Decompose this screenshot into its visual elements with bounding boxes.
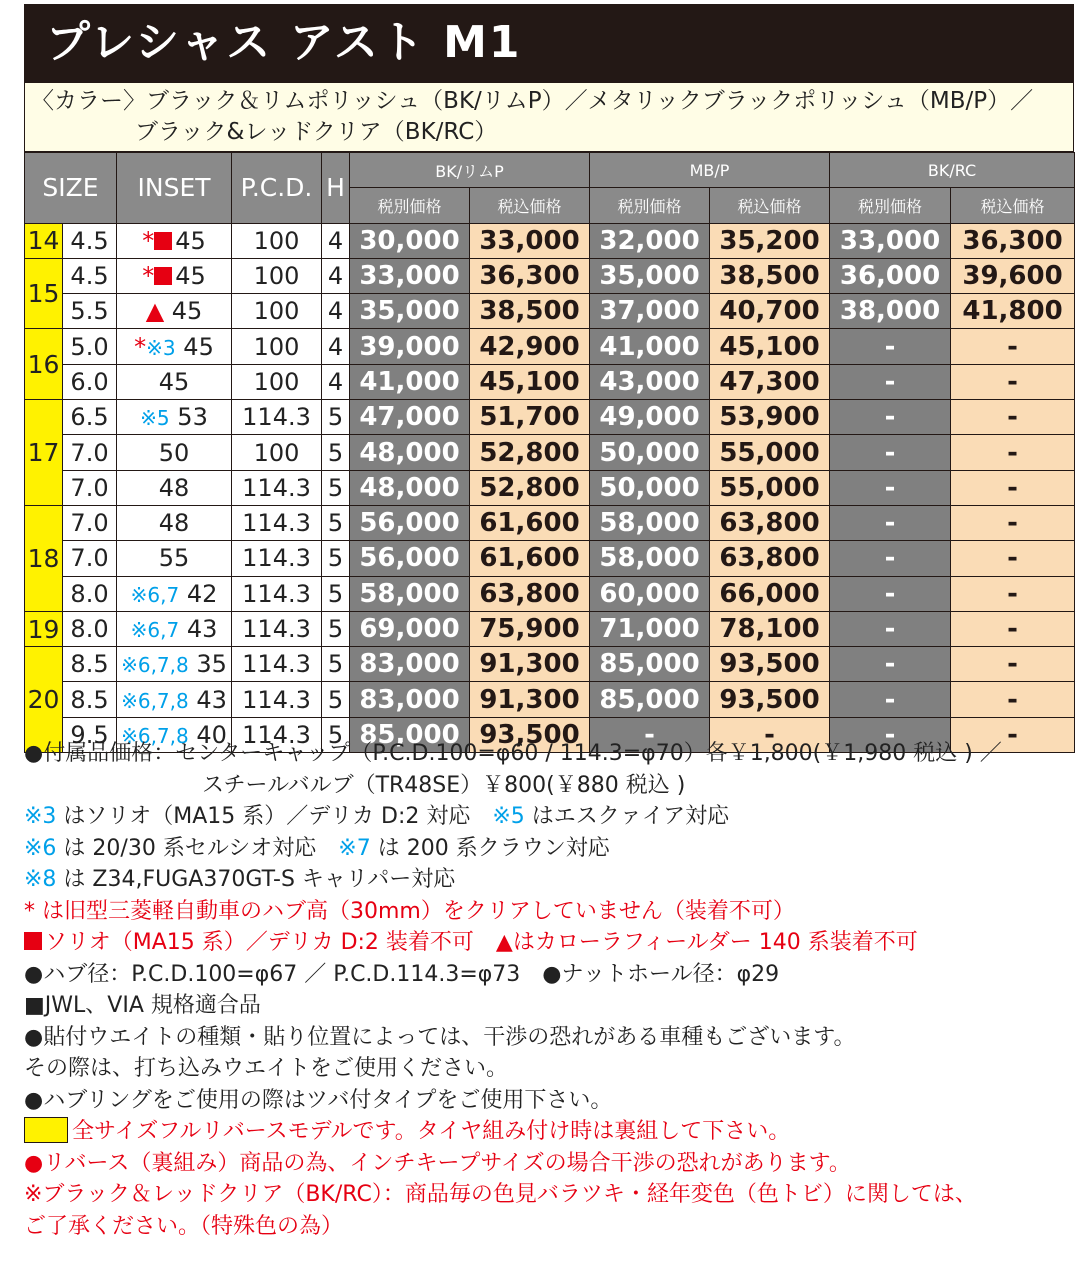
price-ex-tax: -: [830, 470, 951, 505]
price-inc-tax: 52,800: [470, 470, 590, 505]
price-inc-tax: 93,500: [470, 717, 590, 752]
price-inc-tax: 63,800: [710, 505, 830, 540]
note-accessory: ●付属品価格：センターキャップ（P.C.D.100=φ60 / 114.3=φ70）各￥1,800(￥1,980 税込 ) ／: [24, 741, 1002, 766]
hole-count: 5: [322, 541, 350, 576]
hole-count: 5: [322, 717, 350, 752]
note-8: [24, 864, 1074, 896]
price-ex-tax: -: [830, 435, 951, 470]
rim-width: 7.0: [63, 541, 117, 576]
note-mark: ※8: [24, 867, 57, 892]
inset-cell: [117, 611, 232, 646]
price-inc-tax: 45,100: [710, 329, 830, 364]
price-ex-tax: -: [830, 611, 951, 646]
rim-width: 8.0: [63, 576, 117, 611]
price-ex-tax: -: [830, 400, 951, 435]
price-inc-tax: 33,000: [470, 223, 590, 258]
price-inc-tax: 45,100: [470, 364, 590, 399]
table-row: [25, 329, 1075, 364]
table-row: [25, 576, 1075, 611]
table-row: [25, 364, 1075, 399]
price-ex-tax: 43,000: [590, 364, 710, 399]
price-ex-tax: 49,000: [590, 400, 710, 435]
note-text: は 20/30 系セルシオ対応: [56, 835, 339, 861]
note-6-7: [24, 833, 1074, 865]
price-ex-tax: 50,000: [590, 435, 710, 470]
rim-size: 17: [25, 400, 63, 506]
price-ex-tax: -: [830, 717, 951, 752]
price-inc-tax: 53,900: [710, 400, 830, 435]
note-text: ソリオ（MA15 系）／デリカ D:2 装着不可: [45, 930, 496, 955]
price-ex-tax: 47,000: [350, 400, 470, 435]
note-hubring: ●ハブリングをご使用の際はツバ付タイプをご使用下さい。: [24, 1087, 613, 1113]
hole-count: 4: [322, 258, 350, 293]
price-ex-tax: 85,000: [350, 717, 470, 752]
table-row: [25, 435, 1075, 470]
price-ex-tax: 60,000: [590, 576, 710, 611]
inset-cell: [117, 576, 232, 611]
inset-cell: [117, 294, 232, 329]
col-inset: INSET: [117, 153, 232, 224]
inset-value: 48: [158, 509, 190, 538]
inset-cell: [117, 505, 232, 540]
table-row: [25, 505, 1075, 540]
price-inc-tax: 61,600: [470, 541, 590, 576]
hole-count: 4: [322, 223, 350, 258]
note-jwl: ■JWL、VIA 規格適合品: [24, 993, 261, 1018]
pcd-value: 114.3: [232, 541, 322, 576]
price-inc-tax: -: [951, 400, 1075, 435]
red-triangle-icon: ▲: [145, 297, 172, 326]
rim-width: 5.5: [63, 294, 117, 329]
note-mark: ※6: [24, 835, 57, 861]
inset-cell: [117, 364, 232, 399]
note-reverse-2: ●リバース（裏組み）商品の為、インチキープサイズの場合干渉の恐れがあります。: [24, 1150, 851, 1176]
hole-count: 5: [322, 682, 350, 717]
pcd-value: 114.3: [232, 505, 322, 540]
price-ex-tax: -: [830, 576, 951, 611]
price-inc-tax: 41,800: [951, 294, 1075, 329]
pcd-value: 114.3: [232, 647, 322, 682]
price-ex-tax: -: [830, 364, 951, 399]
pcd-value: 100: [232, 329, 322, 364]
inset-cell: [117, 682, 232, 717]
pcd-value: 114.3: [232, 611, 322, 646]
color-options-line1: 〈カラー〉ブラック＆リムポリッシュ（BK/リムP）／メタリックブラックポリッシュ（MB/P）／: [31, 88, 1034, 114]
col-size: SIZE: [25, 153, 117, 224]
rim-size: 19: [25, 611, 63, 646]
col-ex-tax: 税別価格: [350, 188, 470, 223]
inset-value: 40: [196, 720, 227, 749]
price-inc-tax: 38,500: [470, 294, 590, 329]
rim-width: 4.5: [63, 258, 117, 293]
price-inc-tax: 93,500: [710, 647, 830, 682]
pcd-value: 100: [232, 435, 322, 470]
asterisk-mark: *: [134, 332, 147, 361]
inset-value: 50: [158, 438, 190, 467]
rim-size: 15: [25, 258, 63, 329]
hole-count: 4: [322, 364, 350, 399]
price-inc-tax: 55,000: [710, 470, 830, 505]
pcd-value: 114.3: [232, 576, 322, 611]
inset-cell: [117, 329, 232, 364]
color-options: [24, 82, 1074, 152]
price-inc-tax: 91,300: [470, 647, 590, 682]
price-ex-tax: 41,000: [590, 329, 710, 364]
note-text: 全サイズフルリバースモデルです。タイヤ組み付け時は裏組して下さい。: [72, 1119, 791, 1144]
col-h: H: [322, 153, 350, 224]
price-ex-tax: 69,000: [350, 611, 470, 646]
price-inc-tax: 36,300: [470, 258, 590, 293]
hole-count: 4: [322, 329, 350, 364]
fitment-note-mark: ※6,7,8: [121, 723, 189, 748]
col-pcd: P.C.D.: [232, 153, 322, 224]
rim-width: 9.5: [63, 717, 117, 752]
note-text: ▲はカローラフィールダー 140 系装着不可: [495, 930, 918, 955]
price-ex-tax: 33,000: [350, 258, 470, 293]
price-ex-tax: 41,000: [350, 364, 470, 399]
note-accessory-2: スチールバルブ（TR48SE）￥800(￥880 税込 ): [202, 772, 686, 798]
table-row: [25, 611, 1075, 646]
inset-cell: [117, 435, 232, 470]
price-inc-tax: 40,700: [710, 294, 830, 329]
inset-cell: [117, 223, 232, 258]
price-ex-tax: -: [830, 647, 951, 682]
rim-width: 8.5: [63, 682, 117, 717]
inset-value: 45: [171, 297, 203, 326]
rim-size: 16: [25, 329, 63, 400]
price-inc-tax: -: [710, 717, 830, 752]
note-mark: ※5: [492, 804, 525, 829]
fitment-note-mark: ※6,7: [130, 582, 180, 607]
pcd-value: 114.3: [232, 400, 322, 435]
pcd-value: 114.3: [232, 470, 322, 505]
price-ex-tax: -: [830, 329, 951, 364]
pcd-value: 100: [232, 364, 322, 399]
rim-width: 7.0: [63, 470, 117, 505]
table-row: [25, 400, 1075, 435]
rim-width: 7.0: [63, 435, 117, 470]
fitment-note-mark: ※6,7: [130, 618, 180, 642]
pcd-value: 114.3: [232, 717, 322, 752]
inset-cell: [117, 258, 232, 293]
price-inc-tax: -: [951, 505, 1075, 540]
note-rc-2: ご了承ください。（特殊色の為）: [24, 1213, 344, 1239]
note-hub: ●ハブ径：P.C.D.100=φ67 ／ P.C.D.114.3=φ73 ●ナットホール径：φ29: [24, 961, 780, 987]
pcd-value: 114.3: [232, 682, 322, 717]
inset-value: 35: [196, 650, 227, 679]
price-inc-tax: 35,200: [710, 223, 830, 258]
col-inc-tax: 税込価格: [470, 188, 590, 223]
price-ex-tax: 48,000: [350, 435, 470, 470]
inset-value: 43: [186, 615, 218, 643]
note-rc: ※ブラック＆レッドクリア（BK/RC）：商品毎の色見バラツキ・経年変色（色トビ）に関しては、: [24, 1182, 977, 1207]
color-options-line2: ブラック&レッドクリア（BK/RC）: [135, 119, 498, 145]
inset-value: 45: [175, 226, 206, 255]
inset-value: 43: [196, 685, 227, 714]
price-table-body: [25, 223, 1075, 752]
price-inc-tax: 52,800: [470, 435, 590, 470]
rim-width: 5.0: [63, 329, 117, 364]
inset-value: 45: [158, 367, 190, 396]
price-inc-tax: 61,600: [470, 505, 590, 540]
price-ex-tax: 56,000: [350, 541, 470, 576]
hole-count: 5: [322, 647, 350, 682]
price-inc-tax: -: [951, 717, 1075, 752]
inset-cell: [117, 541, 232, 576]
price-inc-tax: 47,300: [710, 364, 830, 399]
price-ex-tax: 58,000: [350, 576, 470, 611]
price-inc-tax: 39,600: [951, 258, 1075, 293]
inset-cell: [117, 647, 232, 682]
price-inc-tax: 91,300: [470, 682, 590, 717]
rim-width: 8.5: [63, 647, 117, 682]
red-square-icon: [154, 232, 172, 250]
price-ex-tax: 36,000: [830, 258, 951, 293]
price-inc-tax: -: [951, 329, 1075, 364]
price-ex-tax: 48,000: [350, 470, 470, 505]
group-mbp: MB/P: [590, 153, 830, 188]
price-inc-tax: -: [951, 611, 1075, 646]
price-inc-tax: -: [951, 576, 1075, 611]
rim-width: 8.0: [63, 611, 117, 646]
hole-count: 4: [322, 294, 350, 329]
hole-count: 5: [322, 576, 350, 611]
price-inc-tax: 78,100: [710, 611, 830, 646]
note-mark: ※3: [24, 804, 57, 829]
hole-count: 5: [322, 400, 350, 435]
rim-width: 6.5: [63, 400, 117, 435]
price-ex-tax: 39,000: [350, 329, 470, 364]
price-inc-tax: -: [951, 682, 1075, 717]
price-inc-tax: 63,800: [710, 541, 830, 576]
inset-value: 45: [183, 332, 214, 361]
fitment-note-mark: ※3: [146, 335, 176, 360]
hole-count: 5: [322, 505, 350, 540]
price-ex-tax: -: [830, 505, 951, 540]
price-ex-tax: 83,000: [350, 682, 470, 717]
note-text: は Z34,FUGA370GT-S キャリパー対応: [56, 867, 456, 892]
price-ex-tax: 85,000: [590, 682, 710, 717]
price-inc-tax: 93,500: [710, 682, 830, 717]
col-ex-tax: 税別価格: [830, 188, 951, 223]
note-square-triangle: [24, 927, 1074, 959]
price-ex-tax: -: [590, 717, 710, 752]
table-row: [25, 647, 1075, 682]
pcd-value: 100: [232, 258, 322, 293]
inset-value: 55: [158, 544, 190, 573]
price-inc-tax: 75,900: [470, 611, 590, 646]
col-inc-tax: 税込価格: [710, 188, 830, 223]
rim-width: 7.0: [63, 505, 117, 540]
price-ex-tax: 56,000: [350, 505, 470, 540]
rim-size: 18: [25, 505, 63, 611]
col-inc-tax: 税込価格: [951, 188, 1075, 223]
table-row: [25, 541, 1075, 576]
red-square-icon: [154, 267, 172, 285]
rim-size: 14: [25, 223, 63, 258]
price-inc-tax: 36,300: [951, 223, 1075, 258]
price-ex-tax: -: [830, 682, 951, 717]
rim-size: 20: [25, 647, 63, 753]
price-inc-tax: 63,800: [470, 576, 590, 611]
inset-cell: [117, 470, 232, 505]
price-ex-tax: 33,000: [830, 223, 951, 258]
price-ex-tax: 50,000: [590, 470, 710, 505]
price-ex-tax: 58,000: [590, 505, 710, 540]
inset-value: 53: [177, 403, 208, 432]
price-ex-tax: 35,000: [590, 258, 710, 293]
price-inc-tax: -: [951, 647, 1075, 682]
yellow-legend-box: [24, 1117, 68, 1143]
page-title: プレシャス アスト M1: [24, 4, 1074, 82]
note-text: はソリオ（MA15 系）／デリカ D:2 対応: [56, 804, 493, 829]
rim-width: 4.5: [63, 223, 117, 258]
price-ex-tax: 37,000: [590, 294, 710, 329]
hole-count: 5: [322, 470, 350, 505]
price-ex-tax: -: [830, 541, 951, 576]
price-ex-tax: 58,000: [590, 541, 710, 576]
price-ex-tax: 83,000: [350, 647, 470, 682]
group-bkrc: BK/RC: [830, 153, 1075, 188]
note-reverse: [24, 1116, 1074, 1148]
price-ex-tax: 30,000: [350, 223, 470, 258]
price-inc-tax: 66,000: [710, 576, 830, 611]
pcd-value: 100: [232, 223, 322, 258]
fitment-note-mark: ※6,7,8: [121, 653, 189, 678]
inset-value: 42: [186, 579, 218, 608]
inset-value: 45: [175, 262, 206, 291]
price-inc-tax: -: [951, 364, 1075, 399]
rim-width: 6.0: [63, 364, 117, 399]
note-3-5: [24, 801, 1074, 833]
table-row: [25, 682, 1075, 717]
table-row: [25, 258, 1075, 293]
inset-cell: [117, 400, 232, 435]
price-table: [24, 152, 1075, 753]
pcd-value: 100: [232, 294, 322, 329]
price-ex-tax: 35,000: [350, 294, 470, 329]
fitment-note-mark: ※6,7,8: [121, 688, 189, 713]
price-inc-tax: -: [951, 435, 1075, 470]
col-ex-tax: 税別価格: [590, 188, 710, 223]
note-weight: ●貼付ウエイトの種類・貼り位置によっては、干渉の恐れがある車種もございます。: [24, 1024, 856, 1050]
table-row: [25, 223, 1075, 258]
note-text: はエスクァイア対応: [524, 804, 730, 829]
note-weight-2: その際は、打ち込みウエイトをご使用ください。: [24, 1056, 509, 1081]
notes: [24, 738, 1074, 1242]
asterisk-mark: *: [142, 262, 155, 291]
price-ex-tax: 71,000: [590, 611, 710, 646]
note-star: * は旧型三菱軽自動車のハブ高（30mm）をクリアしていません（装着不可）: [24, 898, 795, 924]
price-ex-tax: 85,000: [590, 647, 710, 682]
note-text: は 200 系クラウン対応: [370, 835, 610, 861]
price-inc-tax: 42,900: [470, 329, 590, 364]
group-bk-rimp: BK/リムP: [350, 153, 590, 188]
price-inc-tax: -: [951, 541, 1075, 576]
fitment-note-mark: ※5: [140, 406, 170, 431]
price-inc-tax: 55,000: [710, 435, 830, 470]
price-inc-tax: -: [951, 470, 1075, 505]
price-inc-tax: 38,500: [710, 258, 830, 293]
table-row: [25, 294, 1075, 329]
price-ex-tax: 32,000: [590, 223, 710, 258]
hole-count: 5: [322, 435, 350, 470]
inset-value: 48: [158, 473, 190, 502]
price-ex-tax: 38,000: [830, 294, 951, 329]
red-square-icon: [24, 932, 42, 950]
table-row: [25, 470, 1075, 505]
price-inc-tax: 51,700: [470, 400, 590, 435]
asterisk-mark: *: [142, 226, 155, 255]
note-mark: ※7: [338, 835, 371, 861]
hole-count: 5: [322, 611, 350, 646]
